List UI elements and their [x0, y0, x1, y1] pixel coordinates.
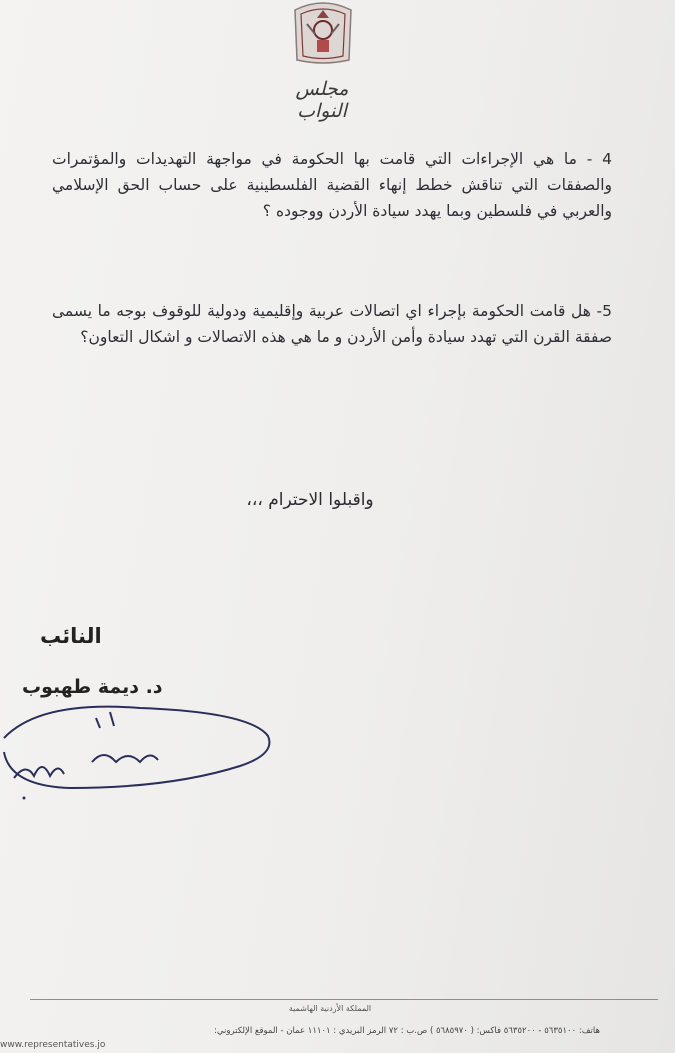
jordan-coat-of-arms-emblem: [287, 0, 359, 66]
footer-contact-info: هاتف: ٥٦٣٥١٠٠ - ٥٦٣٥٢٠٠ فاكس: ( ٥٦٨٥٩٧٠ ) ص.ب : ٧٢ الرمز البريدي : ١١١٠١ عمان - الموقع الإلكتروني:: [214, 1026, 600, 1036]
footer-kingdom-name: المملكة الأردنية الهاشمية: [288, 1004, 372, 1013]
question-text: هل قامت الحكومة بإجراء اي اتصالات عربية وإقليمية ودولية للوقوف بوجه ما يسمى صفقة القرن التي تهدد سيادة وأمن الأردن و ما هي هذه الاتصالات و اشكال التعاون؟: [52, 302, 612, 346]
signatory-title: النائب: [40, 624, 102, 648]
question-5: [52, 298, 612, 350]
footer-website[interactable]: www.representatives.jo: [0, 1040, 106, 1050]
footer-divider: [30, 999, 658, 1000]
signatory-name: د. ديمة طهبوب: [22, 676, 163, 698]
question-text: ما هي الإجراءات التي قامت بها الحكومة في مواجهة التهديدات والمؤتمرات والصفقات التي تناقش خطط إنهاء القضية الفلسطينية على حساب الحق الإسلامي والعربي في فلسطين وبما يهدد سيادة الأردن ووجوده ؟: [52, 150, 612, 220]
question-number: 5-: [596, 302, 612, 320]
question-number: 4 -: [586, 150, 612, 168]
closing-salutation: واقبلوا الاحترام ،،،: [246, 490, 374, 510]
handwritten-signature: [0, 692, 280, 812]
council-name-logo-text: مجلس النواب: [295, 78, 349, 122]
question-4: [52, 146, 612, 224]
